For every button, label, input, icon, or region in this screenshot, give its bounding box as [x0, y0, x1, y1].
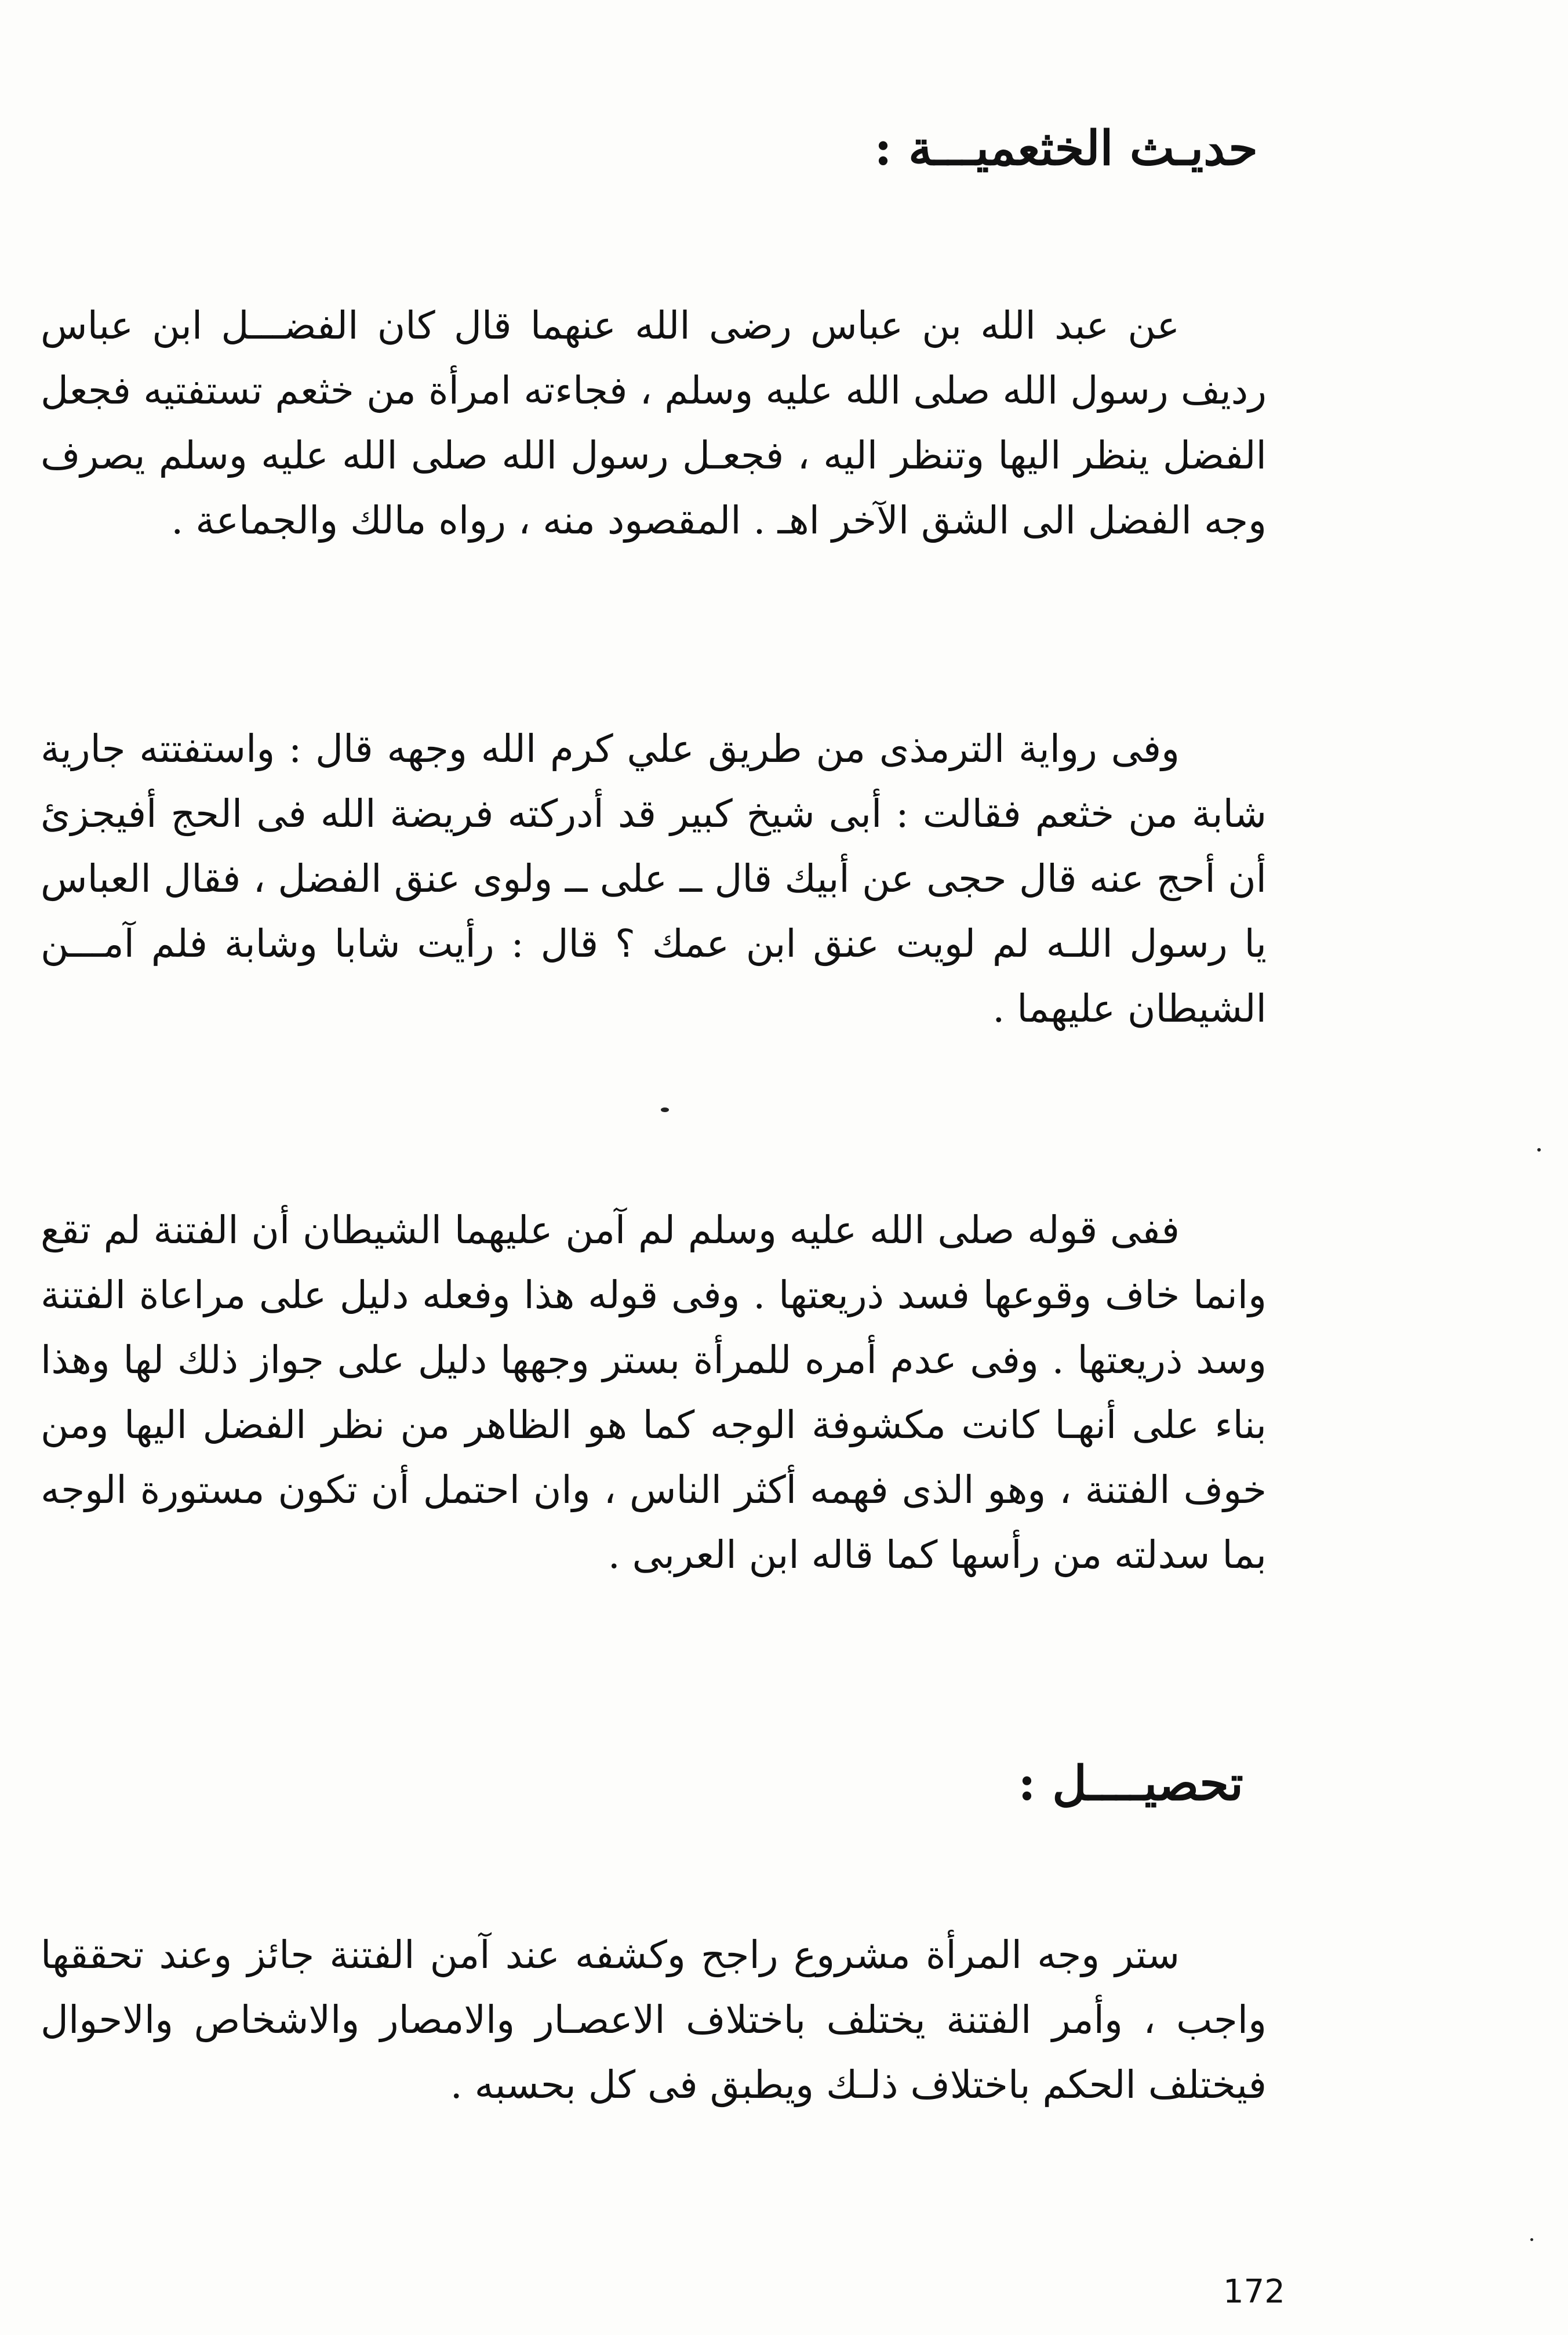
paragraph-hadith-narration: عن عبد الله بن عباس رضى الله عنهما قال كان الفضـــل ابن عباس رديف رسول الله صلى الله عليه وسلم ، فجاءته امرأة من خثعم تستفتيه فجعل الفضل ينظر اليها وتنظر اليه ، فجعـل رسول الله صلى الله عليه وسلم يصرف وجه الفضل الى الشق الآخر اهـ . المقصود منه ، رواه مالك والجماعة . [41, 303, 1267, 543]
scan-speck [1537, 1148, 1541, 1152]
page-number: 172 [1223, 2273, 1285, 2311]
paragraph-commentary: ففى قوله صلى الله عليه وسلم لم آمن عليهما الشيطان أن الفتنة لم تقع وانما خاف وقوعها فسد ذريعتها . وفى قوله هذا وفعله دليل على مراعاة الفتنة وسد ذريعتها . وفى عدم أمره للمرأة بستر وجهها دليل على جواز ذلك لها وهذا بناء على أنهـا كانت مكشوفة الوجه كما هو الظاهر من نظر الفضل اليها ومن خوف الفتنة ، وهو الذى فهمه أكثر الناس ، وان احتمل أن تكون مستورة الوجه بما سدلته من رأسها كما قاله ابن العربى . [41, 1208, 1267, 1577]
paragraph-tirmidhi-narration: وفى رواية الترمذى من طريق علي كرم الله وجهه قال : واستفتته جارية شابة من خثعم فقالت : أبى شيخ كبير قد أدركته فريضة الله فى الحج أفيجزئ أن أحج عنه قال حجى عن أبيك قال ــ على ــ ولوى عنق الفضل ، فقال العباس يا رسول اللـه لم لويت عنق ابن عمك ؟ قال : رأيت شابا وشابة فلم آمـــن الشيطان عليهما . [41, 727, 1267, 1031]
paragraph-summary: ستر وجه المرأة مشروع راجح وكشفه عند آمن الفتنة جائز وعند تحققها واجب ، وأمر الفتنة يختلف باختلاف الاعصـار والامصار والاشخاص والاحوال فيختلف الحكم باختلاف ذلـك ويطبق فى كل بحسبه . [41, 1933, 1267, 2107]
scan-speck [661, 1107, 669, 1112]
section-heading-summary: تحصيــــل : [1018, 1756, 1243, 1811]
section-heading-khathamiyya: حديـث الخثعميـــة : [874, 121, 1258, 176]
scan-speck [1530, 2238, 1533, 2241]
